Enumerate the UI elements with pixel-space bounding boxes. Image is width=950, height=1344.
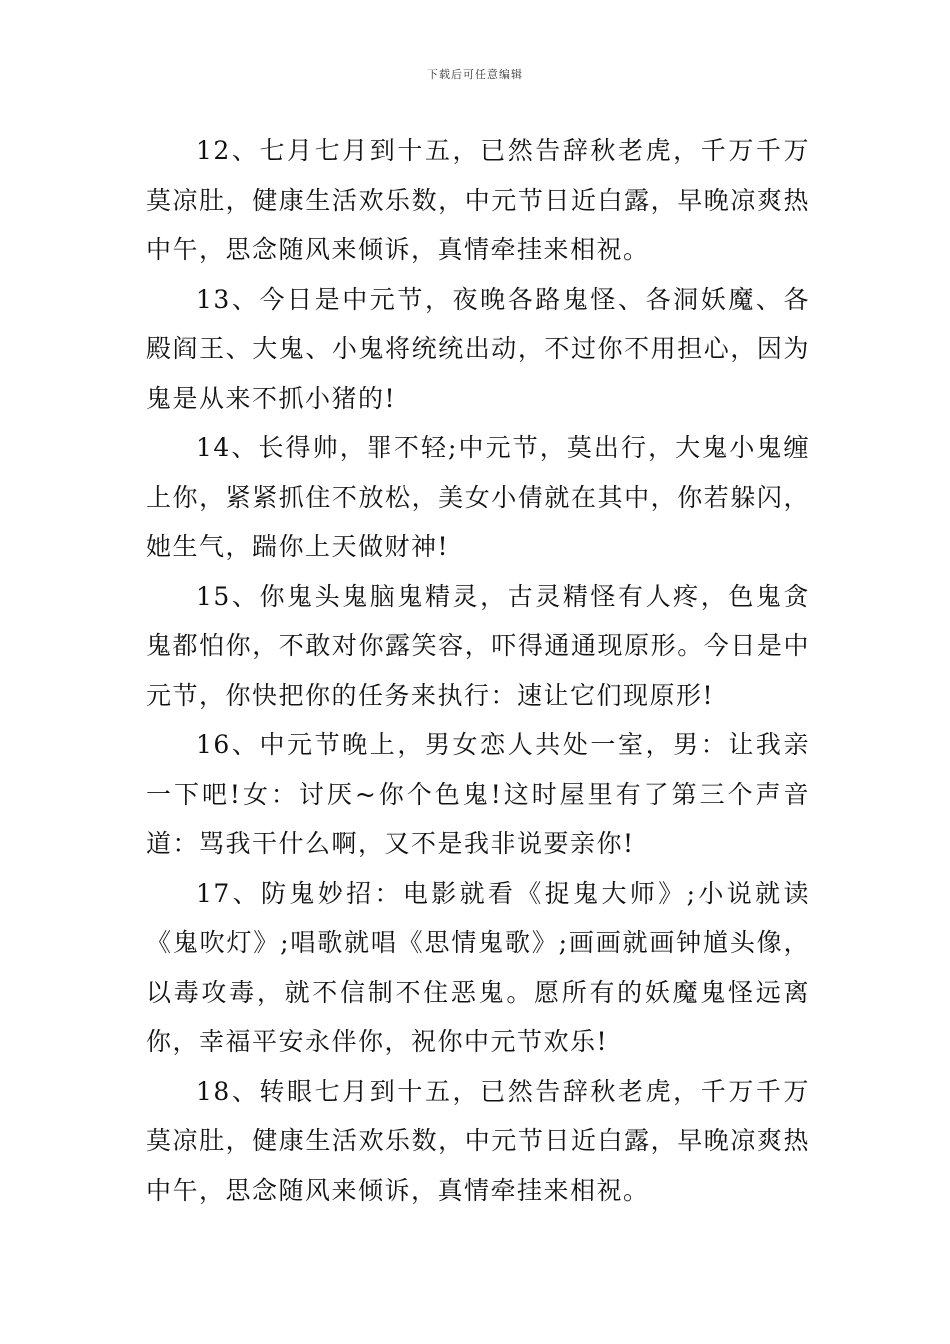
paragraph-15: 15、你鬼头鬼脑鬼精灵，古灵精怪有人疼，色鬼贪鬼都怕你，不敢对你露笑容，吓得通通现原形。今日是中元节，你快把你的任务来执行：速让它们现原形! <box>146 581 810 710</box>
page-header-note: 下载后可任意编辑 <box>427 68 523 81</box>
paragraph-14: 14、长得帅，罪不轻;中元节，莫出行，大鬼小鬼缠上你，紧紧抓住不放松，美女小倩就在其中，你若躲闪，她生气，踹你上天做财神! <box>146 433 810 561</box>
document-body <box>146 126 810 1215</box>
paragraph-13: 13、今日是中元节，夜晚各路鬼怪、各洞妖魔、各殿阎王、大鬼、小鬼将统统出动，不过你不用担心，因为鬼是从来不抓小猪的! <box>146 284 810 413</box>
paragraph-17: 17、防鬼妙招：电影就看《捉鬼大师》;小说就读《鬼吹灯》;唱歌就唱《思情鬼歌》;画画就画钟馗头像，以毒攻毒，就不信制不住恶鬼。愿所有的妖魔鬼怪远离你，幸福平安永伴你，祝你中元节欢乐! <box>146 878 810 1056</box>
paragraph-12: 12、七月七月到十五，已然告辞秋老虎，千万千万莫凉肚，健康生活欢乐数，中元节日近白露，早晚凉爽热中午，思念随风来倾诉，真情牵挂来相祝。 <box>146 136 810 264</box>
paragraph-16: 16、中元节晚上，男女恋人共处一室，男：让我亲一下吧!女：讨厌~你个色鬼!这时屋里有了第三个声音道：骂我干什么啊，又不是我非说要亲你! <box>146 730 810 858</box>
paragraph-18: 18、转眼七月到十五，已然告辞秋老虎，千万千万莫凉肚，健康生活欢乐数，中元节日近白露，早晚凉爽热中午，思念随风来倾诉，真情牵挂来相祝。 <box>146 1076 810 1205</box>
